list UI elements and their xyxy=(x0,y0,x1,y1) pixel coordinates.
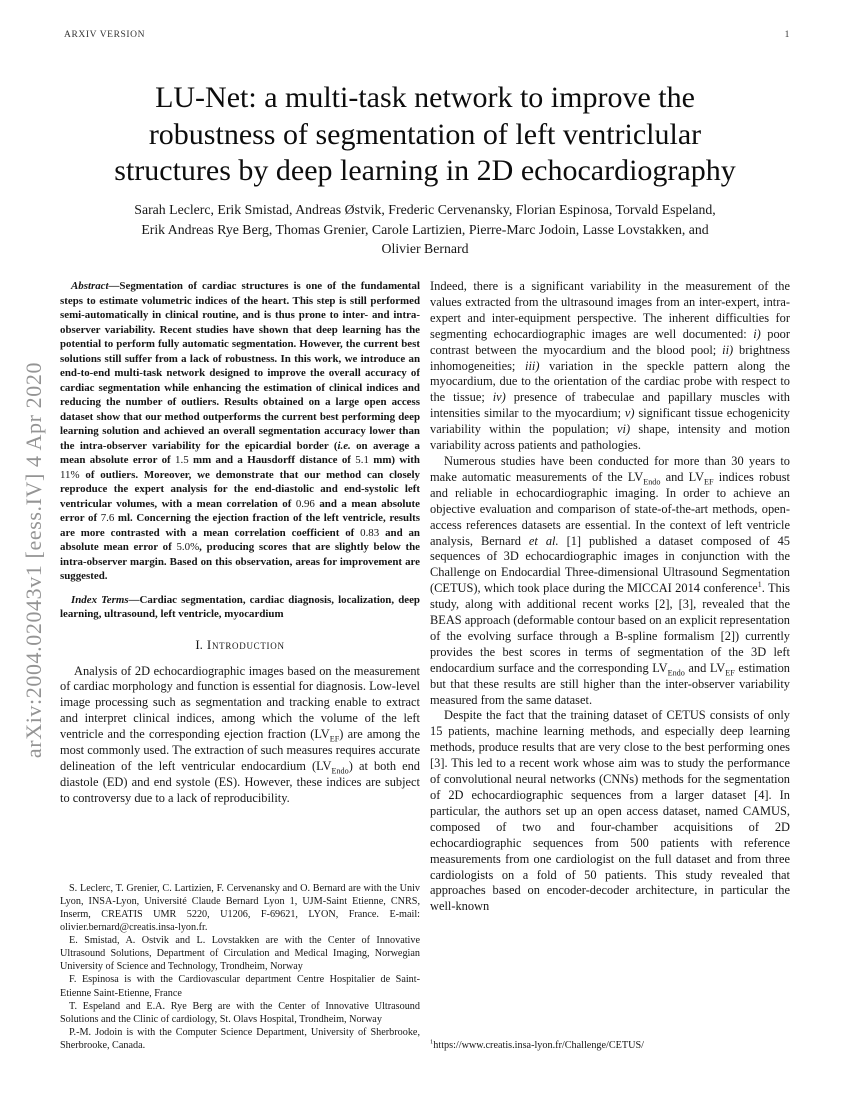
two-column-body xyxy=(60,279,790,1052)
url-footnote xyxy=(430,1039,790,1052)
authors-line-3: Olivier Bernard xyxy=(381,241,469,256)
affiliation-note: P.-M. Jodoin is with the Computer Science Department, University of Sherbrooke, Sherbrooke, Canada. xyxy=(60,1026,420,1051)
page-number: 1 xyxy=(784,30,790,40)
running-head: ARXIV VERSION xyxy=(64,30,146,40)
paper-title-line-2: robustness of segmentation of left ventriclular xyxy=(148,117,702,151)
affiliation-note: T. Espeland and E.A. Rye Berg are with the Center of Innovative Ultrasound Solutions and the Clinic of cardiology, St. Olavs Hospital, Trondheim, Norway xyxy=(60,1000,420,1025)
footnote-marker: 1 xyxy=(430,1038,434,1046)
paper-title-line-1: LU-Net: a multi-task network to improve the xyxy=(155,81,695,114)
affiliation-note: S. Leclerc, T. Grenier, C. Lartizien, F. Cervenansky and O. Bernard are with the Univ Lyon, INSA-Lyon, Université Claude Bernard Lyon 1, UJM-Saint Etienne, CNRS, Inserm, CREATIS UMR 5220, U1206, F-69621, LYON, France. E-mail: olivier.bernard@creatis.insa-lyon.fr. xyxy=(60,882,420,934)
arxiv-watermark: arXiv:2004.02043v1 [eess.IV] 4 Apr 2020 xyxy=(21,361,46,759)
intro-paragraph: Analysis of 2D echocardiographic images based on the measurement of cardiac morphology and function is essential for diagnosis. Low-level image processing such as segmentation and tracking enable to extract and interpret clinical indices, among which the volume of the left ventricle and the corresponding ejection fraction $(LV_{EF})$ are among the most commonly used. The extraction of such measures requires accurate delineation of the left ventricular endocardium $(LV_{Endo})$ at both end diastole (ED) and end systole (ES). However, these indices are subject to controversy due to a lack of reproducibility. xyxy=(60,663,420,805)
section-heading-introduction xyxy=(60,637,420,653)
author-affiliations-footnote xyxy=(60,876,420,1052)
body-paragraph: Numerous studies have been conducted for more than 30 years to make automatic measurements of the $LV_{Endo}$ and $LV_{EF}$ indices robust and reliable in echocardiographic imaging. In order to achieve an objective evaluation and comparison of state-of-the-art methods, open-access references datasets are essential. In the context of left ventricle analysis, Bernard et al. [1] published a dataset composed of 45 sequences of 3D echocardiographic images in conjunction with the Challenge on Endocardial Three-dimensional Ultrasound Segmentation (CETUS), which took place during the MICCAI 2014 conference$^1$. This study, along with additional recent works [2], [3], revealed that the BEAS approach (deformable contour based on an explicit representation of the evolving surface through a B-spline formalism [2]) currently provides the best scores in terms of segmentation of the 3D left endocardium surface and the corresponding $LV_{Endo}$ and $LV_{EF}$ estimation but that these results are still higher than the inter-observer variability measured from the same dataset. xyxy=(430,453,790,707)
affiliation-note: E. Smistad, A. Ostvik and L. Lovstakken are with the Center of Innovative Ultrasound Solutions, Department of Circulation and Medical Imaging, Norwegian University of Science and Technology, Trondheim, Norway xyxy=(60,935,420,973)
authors-line-2: Erik Andreas Rye Berg, Thomas Grenier, Carole Lartizien, Pierre-Marc Jodoin, Lasse Lovstakken, and xyxy=(141,221,709,237)
affiliation-note: F. Espinosa is with the Cardiovascular department Centre Hospitalier de Saint-Etienne Saint-Etienne, France xyxy=(60,974,420,999)
authors-list xyxy=(55,200,795,259)
section-title: Introduction xyxy=(206,636,285,652)
section-number: I. xyxy=(195,636,203,652)
paper-title xyxy=(40,80,810,190)
body-paragraph-continuation: Indeed, there is a significant variability in the measurement of the values extracted from the ultrasound images from an inter-expert, intra-expert and inter-equipment perspective. The inherent difficulties for segmenting echocardiographic images are well documented: i) poor contrast between the myocardium and the blood pool; ii) brightness inhomogeneities; iii) variation in the speckle pattern along the myocardium, due to the orientation of the cardiac probe with respect to the tissue; iv) presence of trabeculae and papillary muscles with intensities similar to the myocardium; v) significant tissue echogenicity variability within the population; vi) shape, intensity and motion variability across patients and pathologies. xyxy=(430,279,790,453)
left-column xyxy=(60,279,420,1052)
footnote-url: https://www.creatis.insa-lyon.fr/Challenge/CETUS/ xyxy=(433,1039,644,1051)
paper-title-line-3: structures by deep learning in 2D echocardiography xyxy=(114,154,736,187)
abstract-paragraph: Abstract—Segmentation of cardiac structures is one of the fundamental steps to estimate volumetric indices of the heart. This step is still performed semi-automatically in clinical routine, and is thus prone to inter- and intra-observer variability. Recent studies have shown that deep learning has the potential to perform fully automatic segmentation. However, the current best solutions still suffer from a lack of robustness. In this work, we introduce an end-to-end multi-task network designed to improve the overall accuracy of cardiac segmentation while enhancing the estimation of clinical indices and reducing the number of outliers. Results obtained on a large open access dataset show that our method outperforms the current best performing deep learning solution and achieved an overall segmentation accuracy lower than the intra-observer variability for the epicardial border (i.e. on average a mean absolute error of 1.5 mm and a Hausdorff distance of 5.1 mm) with 11% of outliers. Moreover, we demonstrate that our method can closely reproduce the expert analysis for the end-diastolic and end-systolic left ventricular volumes, with a mean correlation of 0.96 and a mean absolute error of 7.6 ml. Concerning the ejection fraction of the left ventricle, results are more contrasted with a mean correlation coefficient of 0.83 and an absolute mean error of 5.0%, producing scores that are slightly below the intra-observer margin. Based on this observation, areas for improvement are suggested. xyxy=(60,280,420,582)
index-terms: Index Terms—Cardiac segmentation, cardiac diagnosis, localization, deep learning, ultrasound, left ventricle, myocardium xyxy=(60,593,420,620)
authors-line-1: Sarah Leclerc, Erik Smistad, Andreas Østvik, Frederic Cervenansky, Florian Espinosa, Torvald Espeland, xyxy=(134,202,716,217)
page-header xyxy=(64,30,790,40)
right-column xyxy=(430,279,790,1052)
body-paragraph: Despite the fact that the training dataset of CETUS consists of only 15 patients, machine learning methods, and especially deep learning methods, produce results that are very close to the best performing ones [3]. This led to a recent work whose aim was to study the performance of convolutional neural networks (CNNs) methods for the segmentation of 2D echocardiographic sequences from a larger dataset [4]. In particular, the authors set up an open access dataset, named CAMUS, composed of two and four-chamber acquisitions of 2D echocardiographic sequences from 500 patients with reference measurements from one cardiologist on the full dataset and from three cardiologists on a fold of 50 patients. This study revealed that approaches based on encoder-decoder architecture, in particular the well-known xyxy=(430,708,790,914)
